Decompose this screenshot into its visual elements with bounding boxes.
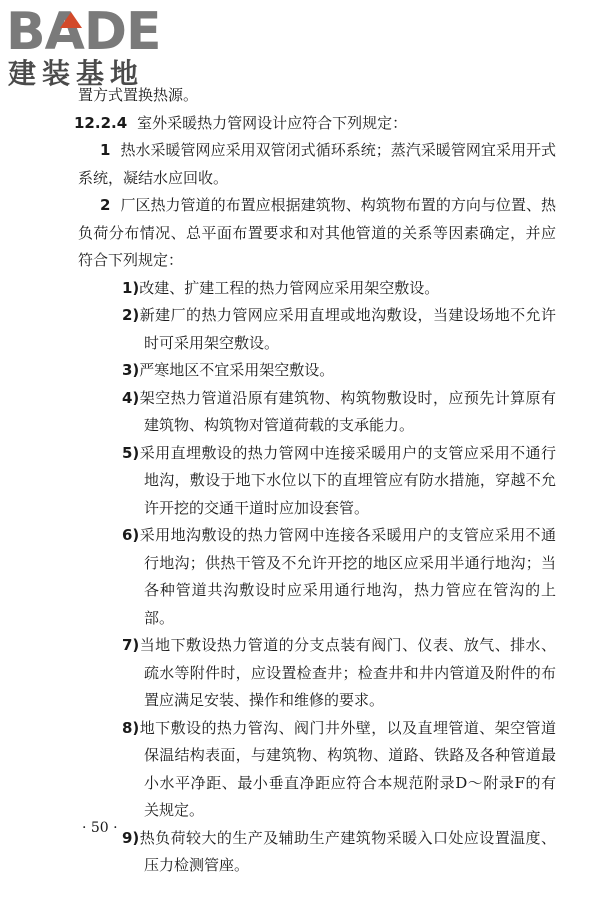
sub-item: [100, 522, 556, 632]
sub-item: [100, 357, 556, 385]
clause-number: 12.2.4: [74, 113, 128, 132]
sub-item-number: 7): [122, 636, 140, 654]
sub-item-number: 5): [122, 443, 140, 462]
item-text: 热水采暖管网应采用双管闭式循环系统；蒸汽采暖管网宜采用开式系统，凝结水应回收。: [78, 141, 556, 187]
sub-item: [100, 715, 556, 825]
sub-item-number: 2): [122, 306, 140, 324]
sub-item-text: 架空热力管道沿原有建筑物、构筑物敷设时，应预先计算原有建筑物、构筑物对管道荷载的支承能力。: [139, 388, 556, 434]
sub-item: [100, 275, 556, 303]
logo-triangle-icon: [60, 12, 82, 28]
sub-item: [100, 632, 556, 715]
sub-item-text: 严寒地区不宜采用架空敷设。: [139, 361, 335, 379]
continued-text: 置方式置换热源。: [78, 86, 199, 104]
page-number: · 50 ·: [82, 820, 118, 836]
sub-item-number: 1): [122, 278, 140, 297]
logo-subtitle: 建装基地: [8, 57, 145, 90]
sub-item-text: 改建、扩建工程的热力管网应采用架空敷设。: [139, 278, 440, 297]
clause-heading: [74, 110, 556, 138]
sub-item-text: 采用直埋敷设的热力管网中连接采暖用户的支管应采用不通行地沟，敷设于地下水位以下的直埋管应有防水措施，穿越不允许开挖的交通干道时应加设套管。: [139, 443, 556, 517]
sub-item-text: 当地下敷设热力管道的分支点装有阀门、仪表、放气、排水、疏水等附件时，应设置检查井；检查井和井内管道及附件的布置应满足安装、操作和维修的要求。: [139, 636, 556, 709]
sub-item: [100, 385, 556, 440]
clause-title: 室外采暖热力管网设计应符合下列规定：: [137, 113, 408, 132]
sub-item-text: 热负荷较大的生产及辅助生产建筑物采暖入口处应设置温度、压力检测管座。: [139, 828, 556, 874]
item-number: 2: [100, 196, 111, 214]
sub-item-number: 6): [122, 526, 140, 544]
sub-item: [100, 440, 556, 523]
list-item: [78, 137, 556, 192]
logo-brand-text: BADE: [6, 2, 161, 62]
sub-item-number: 4): [122, 388, 140, 407]
sub-item-text: 地下敷设的热力管沟、阀门井外壁，以及直埋管道、架空管道保温结构表面，与建筑物、构筑物、道路、铁路及各种管道最小水平净距、最小垂直净距应符合本规范附录D～附录F的有关规定。: [139, 718, 556, 819]
item-text: 厂区热力管道的布置应根据建筑物、构筑物布置的方向与位置、热负荷分布情况、总平面布置要求和对其他管道的关系等因素确定，并应符合下列规定：: [78, 196, 556, 269]
sub-item-number: 8): [122, 718, 140, 737]
sub-item-text: 新建厂的热力管网应采用直埋或地沟敷设，当建设场地不允许时可采用架空敷设。: [139, 306, 556, 352]
sub-item: [100, 825, 556, 880]
document-page: [74, 82, 556, 880]
list-item: [78, 192, 556, 275]
sub-item: [100, 302, 556, 357]
logo: [4, 4, 174, 94]
sub-item-number: 9): [122, 828, 140, 847]
sub-item-number: 3): [122, 361, 140, 379]
item-number: 1: [100, 141, 111, 159]
sub-item-text: 采用地沟敷设的热力管网中连接各采暖用户的支管应采用不通行地沟；供热干管及不允许开挖的地区应采用半通行地沟；当各种管道共沟敷设时应采用通行地沟，热力管应在管沟的上部。: [139, 526, 556, 627]
